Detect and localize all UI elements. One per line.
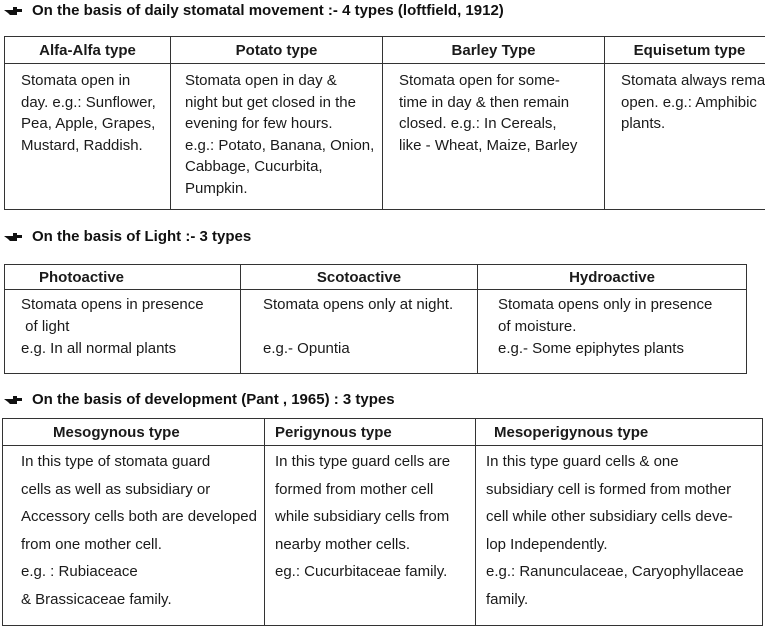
- development-table: [2, 418, 763, 626]
- section2-heading-text: On the basis of Light :- 3 types: [32, 228, 252, 245]
- column-header: Potato type: [171, 37, 383, 64]
- column-header: Barley Type: [383, 37, 605, 64]
- table-row: [3, 446, 763, 626]
- table-cell: Stomata always rema open. e.g.: Amphibic plants.: [605, 64, 765, 210]
- table-cell: In this type guard cells & one subsidiary cell is formed from mother cell while other subsidiary cells deve- lop Independently. e.g.: Ranunculaceae, Caryophyllaceae family.: [476, 446, 763, 626]
- table-row: [5, 290, 747, 374]
- column-header: Mesoperigynous type: [476, 419, 763, 446]
- column-header: Perigynous type: [265, 419, 476, 446]
- table-cell: Stomata open in day. e.g.: Sunflower, Pea, Apple, Grapes, Mustard, Raddish.: [5, 64, 171, 210]
- section2-heading: [0, 228, 251, 245]
- table-cell: Stomata open in day & night but get closed in the evening for few hours. e.g.: Potato, Banana, Onion, Cabbage, Cucurbita, Pumpkin.: [171, 64, 383, 210]
- daily-movement-table: [4, 36, 765, 210]
- table-header-row: [5, 265, 747, 290]
- section3-heading-text: On the basis of development (Pant , 1965) : 3 types: [32, 391, 395, 408]
- light-table: [4, 264, 747, 374]
- table-cell: In this type guard cells are formed from mother cell while subsidiary cells from nearby mother cells. eg.: Cucurbitaceae family.: [265, 446, 476, 626]
- column-header: Scotoactive: [241, 265, 478, 290]
- pointing-hand-icon: [4, 5, 26, 17]
- table-header-row: [5, 37, 765, 64]
- table-row: [5, 64, 765, 210]
- column-header: Hydroactive: [478, 265, 747, 290]
- pointing-hand-icon: [4, 394, 26, 406]
- pointing-hand-icon: [4, 231, 26, 243]
- column-header: Alfa-Alfa type: [5, 37, 171, 64]
- table-cell: Stomata opens only at night. e.g.- Opuntia: [241, 290, 478, 374]
- column-header: Photoactive: [5, 265, 241, 290]
- table-cell: Stomata opens in presence of light e.g. In all normal plants: [5, 290, 241, 374]
- section3-heading: [0, 391, 395, 408]
- column-header: Mesogynous type: [3, 419, 265, 446]
- column-header: Equisetum type: [605, 37, 765, 64]
- table-cell: In this type of stomata guard cells as well as subsidiary or Accessory cells both are developed from one mother cell. e.g. : Rubiaceace & Brassicaceae family.: [3, 446, 265, 626]
- section1-heading: [0, 2, 504, 19]
- section1-heading-text: On the basis of daily stomatal movement :- 4 types (loftfield, 1912): [32, 2, 504, 19]
- table-header-row: [3, 419, 763, 446]
- table-cell: Stomata open for some- time in day & then remain closed. e.g.: In Cereals, like - Wheat, Maize, Barley: [383, 64, 605, 210]
- table-cell: Stomata opens only in presence of moisture. e.g.- Some epiphytes plants: [478, 290, 747, 374]
